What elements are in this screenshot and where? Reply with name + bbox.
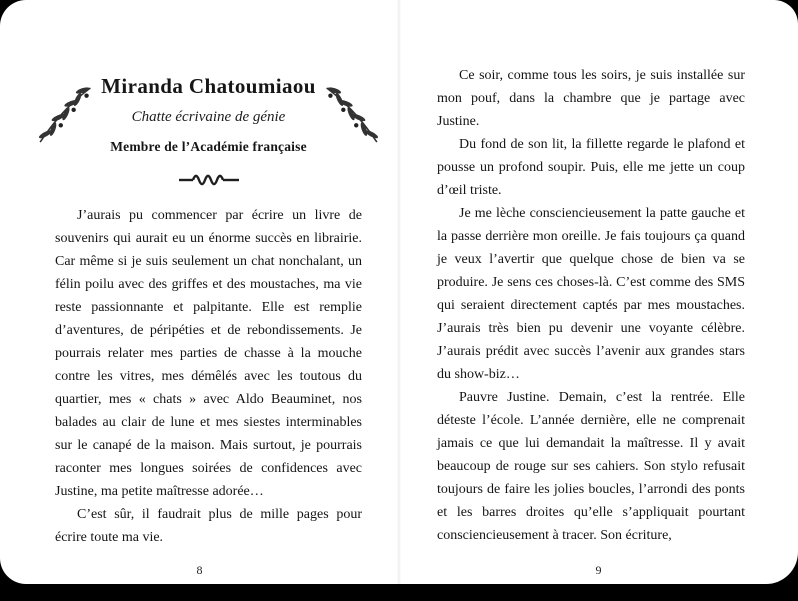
chapter-title: Miranda Chatoumiaou — [101, 74, 316, 98]
chapter-subtitle: Chatte écrivaine de génie — [131, 109, 286, 125]
chapter-affiliation: Membre de l’Académie française — [110, 139, 307, 154]
squiggle-divider-icon — [55, 173, 362, 189]
paragraph: Pauvre Justine. Demain, c’est la rentrée. Elle déteste l’école. L’année dernière, elle ne comprenait jamais ce que lui demandait la maîtresse. Il y avait beaucoup de rouge sur ses cahiers. Son stylo refusait toujours de faire les jolies boucles, l’arrondi des ponts et les barres droites qu’elle s’appliquait pourtant consciencieusement à tracer. Son écriture, — [437, 390, 745, 543]
left-page-body — [55, 204, 362, 549]
chapter-heading — [55, 0, 362, 189]
paragraph: Je me lèche consciencieusement la patte gauche et la passe derrière mon oreille. Je fais toujours ça quand je veux l’avertir que quelque chose de bien va se produire. Je sens ces choses-là. C’est comme des SMS qui seraient directement captés par mes moustaches. J’aurais très bien pu devenir une voyante célèbre. J’aurais prédit avec succès l’avenir aux grandes stars du show-biz… — [437, 206, 745, 382]
right-page-body — [437, 64, 745, 547]
paragraph: Du fond de son lit, la fillette regarde le plafond et pousse un profond soupir. Puis, elle me jette un coup d’œil triste. — [437, 137, 745, 198]
paragraph: Ce soir, comme tous les soirs, je suis installée sur mon pouf, dans la chambre que je partage avec Justine. — [437, 68, 745, 129]
page-number-left: 8 — [196, 563, 203, 577]
olive-branch-left-icon — [35, 84, 93, 146]
right-page — [399, 0, 798, 584]
paragraph: C’est sûr, il faudrait plus de mille pages pour écrire toute ma vie. — [55, 507, 362, 545]
page-number-right: 9 — [595, 563, 602, 577]
left-page — [0, 0, 399, 584]
olive-branch-right-icon — [324, 84, 382, 146]
paragraph: J’aurais pu commencer par écrire un livre de souvenirs qui aurait eu un énorme succès en librairie. Car même si je suis seulement un chat nonchalant, un félin poilu avec des griffes et des moustaches, ma vie reste passionnante et palpitante. Elle est remplie d’aventures, de péripéties et de rebondissements. Je pourrais relater mes parties de chasse à la mouche contre les vitres, mes démêlés avec les toutous du quartier, mes « chats » avec Aldo Beauminet, nos balades au clair de lune et mes siestes interminables sur le canapé de la maison. Mais surtout, je pourrais raconter mes longues soirées de confidences avec Justine, ma petite maîtresse adorée… — [55, 208, 362, 499]
